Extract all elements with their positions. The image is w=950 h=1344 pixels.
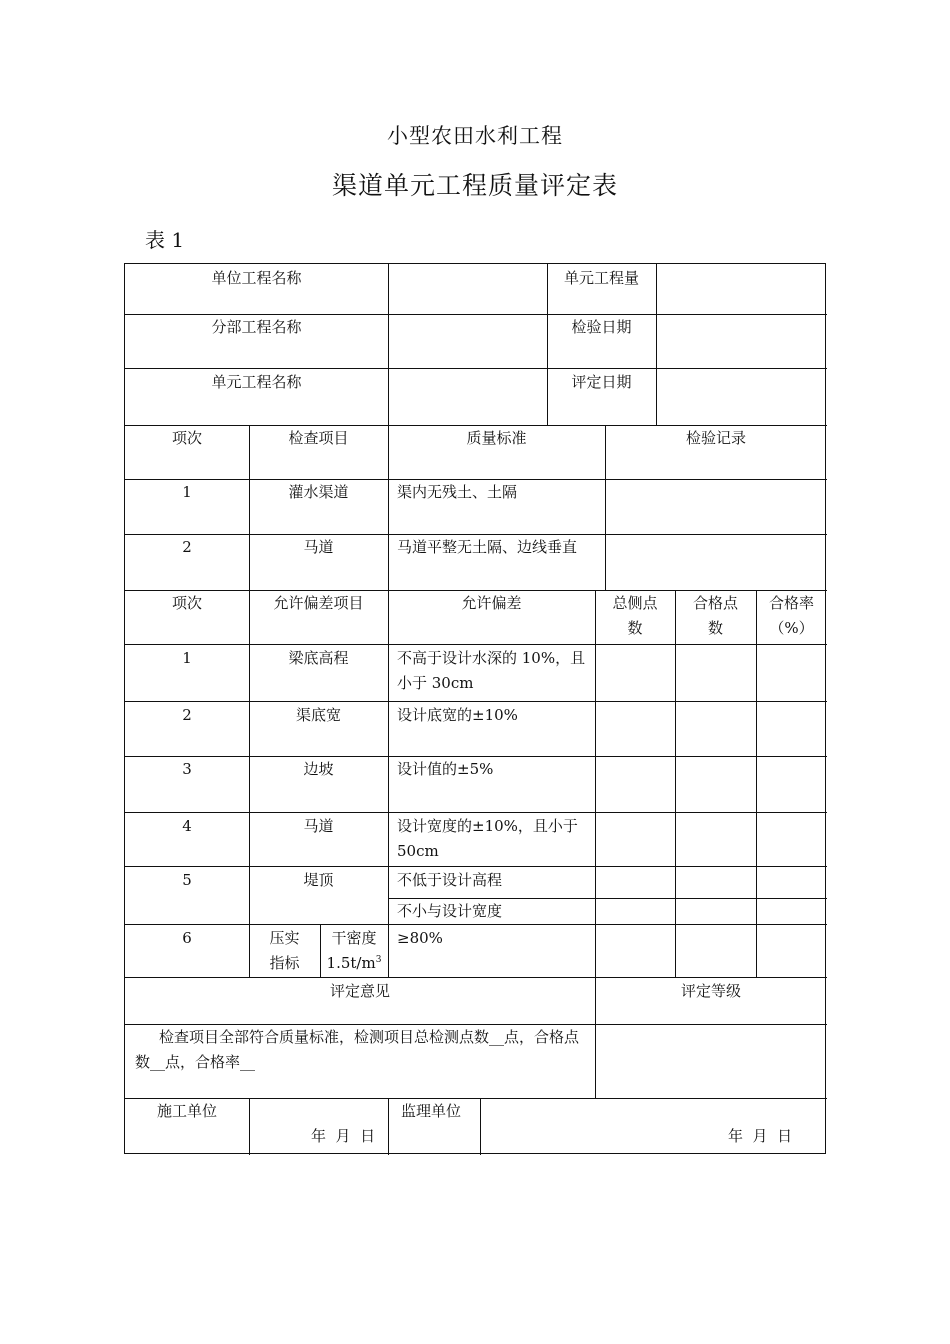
deviation-row-item: 梁底高程 <box>288 649 349 667</box>
deviation-header-pass-points: 数 <box>707 619 723 637</box>
row-divider <box>125 977 827 978</box>
deviation-row-allowed: 设计底宽的±10% <box>397 706 518 724</box>
deviation-row-allowed: 设计宽度的±10%，且小于 50cm <box>397 817 578 860</box>
check-header-standard: 质量标准 <box>466 429 527 447</box>
supervision-date: 年 月 日 <box>728 1127 793 1145</box>
column-divider <box>480 1098 481 1155</box>
deviation-header-pass-points: 合格点 <box>692 594 738 612</box>
evaluation-date-label: 评定日期 <box>571 373 632 391</box>
deviation-row-item: 边坡 <box>303 760 334 778</box>
sub-project-name-label: 分部工程名称 <box>211 318 302 336</box>
unit-project-name-label: 单位工程名称 <box>211 269 302 287</box>
supervision-unit-label: 监理单位 <box>401 1102 462 1120</box>
title-line-1: 小型农田水利工程 <box>387 124 563 148</box>
deviation-header-total-points: 数 <box>627 619 643 637</box>
deviation-header-allowed: 允许偏差 <box>461 594 522 612</box>
dry-density-unit: 1.5t/m <box>326 954 376 972</box>
dry-density-exponent: 3 <box>375 955 382 965</box>
compaction-label: 压实 <box>269 929 300 947</box>
evaluation-opinion-label: 评定意见 <box>329 982 390 1000</box>
deviation-row-allowed-b: 不小与设计宽度 <box>397 902 503 920</box>
row-divider <box>125 644 827 645</box>
title-line-2: 渠道单元工程质量评定表 <box>331 171 618 200</box>
deviation-header-pass-rate: （%） <box>769 619 814 637</box>
deviation-row-no: 2 <box>182 706 192 724</box>
element-project-name-label: 单元工程名称 <box>211 373 302 391</box>
compaction-label: 指标 <box>269 954 300 972</box>
row-divider <box>125 368 827 369</box>
check-row-standard: 马道平整无土隔、边线垂直 <box>397 538 578 556</box>
row-divider <box>125 812 827 813</box>
deviation-row-no: 3 <box>182 760 192 778</box>
check-row-item: 马道 <box>303 538 334 556</box>
deviation-row-allowed: 设计值的±5% <box>397 760 494 778</box>
dry-density-label: 干密度 <box>331 929 377 947</box>
deviation-row-allowed-a: 不低于设计高程 <box>397 871 503 889</box>
deviation-row-no: 1 <box>182 649 192 667</box>
construction-date: 年 月 日 <box>311 1127 376 1145</box>
table-label: 表 1 <box>145 228 185 252</box>
evaluation-table <box>124 263 826 1154</box>
column-divider <box>656 264 657 425</box>
deviation-row-allowed: ≥80% <box>397 929 443 947</box>
column-divider <box>388 264 389 425</box>
column-divider <box>249 1098 250 1155</box>
deviation-header-item: 允许偏差项目 <box>273 594 364 612</box>
construction-unit-label: 施工单位 <box>156 1102 217 1120</box>
deviation-header-total-points: 总侧点 <box>612 594 658 612</box>
column-divider <box>675 590 676 978</box>
check-row-no: 2 <box>182 538 192 556</box>
column-divider <box>388 590 389 978</box>
deviation-row-no: 6 <box>182 929 192 947</box>
row-divider <box>125 701 827 702</box>
deviation-header-no: 项次 <box>171 594 202 612</box>
check-header-record: 检验记录 <box>685 429 746 447</box>
deviation-row-no: 4 <box>182 817 192 835</box>
check-row-item: 灌水渠道 <box>288 483 349 501</box>
column-divider <box>595 590 596 1099</box>
column-divider <box>388 1098 389 1155</box>
inspection-date-label: 检验日期 <box>571 318 632 336</box>
deviation-row-item: 渠底宽 <box>295 706 341 724</box>
element-quantity-label: 单元工程量 <box>563 269 639 287</box>
check-row-no: 1 <box>182 483 192 501</box>
check-row-standard: 渠内无残土、土隔 <box>397 483 518 501</box>
check-header-item: 检查项目 <box>288 429 349 447</box>
row-divider <box>125 866 827 867</box>
deviation-row-no: 5 <box>182 871 192 889</box>
row-divider <box>125 924 827 925</box>
evaluation-opinion-text: 检查项目全部符合质量标准，检测项目总检测点数__点，合格点数__点，合格率__ <box>135 1028 580 1071</box>
check-header-no: 项次 <box>171 429 202 447</box>
deviation-header-pass-rate: 合格率 <box>768 594 814 612</box>
dry-density-value <box>320 951 388 976</box>
deviation-row-item: 马道 <box>303 817 334 835</box>
deviation-row-allowed: 不高于设计水深的 10%，且小于 30cm <box>397 649 586 692</box>
deviation-row-item: 堤顶 <box>303 871 334 889</box>
column-divider <box>756 590 757 978</box>
evaluation-grade-label: 评定等级 <box>680 982 741 1000</box>
